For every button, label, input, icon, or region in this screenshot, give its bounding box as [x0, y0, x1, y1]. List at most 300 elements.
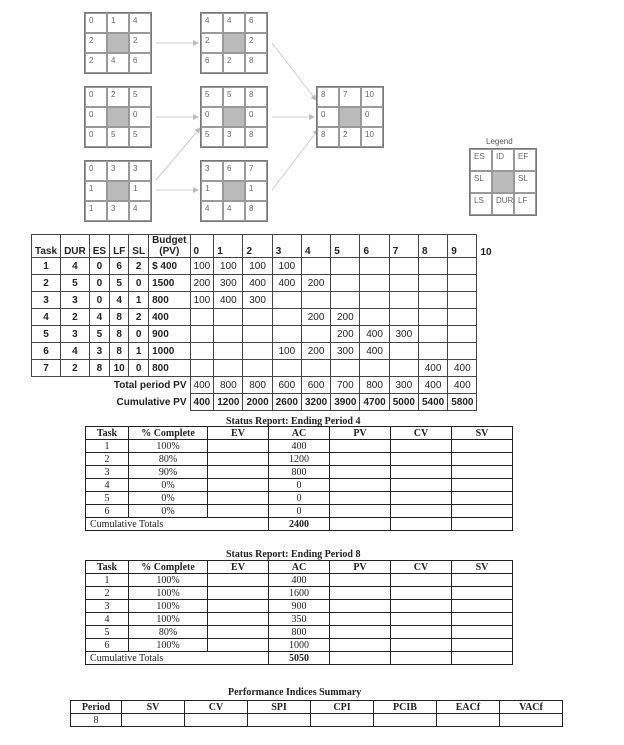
status8-table: [85, 560, 513, 665]
status4-cell-ev: [208, 453, 269, 466]
schedule-period-cell: [418, 326, 447, 343]
node-cell: 5: [201, 87, 223, 107]
schedule-period-cell: [243, 309, 272, 326]
node-cell: DUR: [492, 193, 514, 215]
schedule-period-cell: 400: [448, 360, 477, 377]
node-cell: 4: [129, 13, 151, 33]
schedule-cell-task: 1: [32, 258, 61, 275]
schedule-cell-budget: $ 400: [149, 258, 190, 275]
schedule-cell-budget: 400: [149, 309, 190, 326]
node-cell: 8: [245, 87, 267, 107]
performance-title: Performance Indices Summary: [228, 687, 362, 698]
schedule-period-cell: [331, 275, 360, 292]
status4-cell-pv: [330, 479, 391, 492]
status8-cell-pv: [330, 613, 391, 626]
schedule-cell-lf: 4: [110, 292, 129, 309]
status8-cell-pct: 100%: [129, 587, 208, 600]
node-center-cell: [223, 107, 245, 127]
schedule-period-cell: [214, 326, 243, 343]
node-center-cell: [107, 33, 129, 53]
node-cell: 4: [223, 201, 245, 221]
status8-cell-ac: 900: [269, 600, 330, 613]
schedule-col-header: 4: [301, 235, 330, 258]
performance-col-header: SPI: [248, 701, 311, 714]
schedule-period-cell: [272, 360, 301, 377]
schedule-period-cell: 100: [190, 258, 214, 275]
status8-col-header: EV: [208, 561, 269, 574]
schedule-period-cell: [214, 309, 243, 326]
schedule-cell-budget: 800: [149, 360, 190, 377]
schedule-cell-task: 5: [32, 326, 61, 343]
schedule-period-cell: 200: [190, 275, 214, 292]
schedule-period-cell: [331, 258, 360, 275]
schedule-period-cell: [301, 360, 330, 377]
node-cell: 3: [107, 201, 129, 221]
status4-cell-sv: [452, 453, 513, 466]
status8-cell-sv: [452, 587, 513, 600]
schedule-period-cell: 400: [360, 343, 389, 360]
schedule-total-row-cell: 700: [331, 377, 360, 394]
status8-cell-pct: 100%: [129, 600, 208, 613]
schedule-cumulative-row-cell: 4700: [360, 394, 389, 411]
status8-cell-ac: 1600: [269, 587, 330, 600]
status8-row: [86, 600, 513, 613]
status4-row: [86, 440, 513, 453]
schedule-period-cell: [389, 360, 418, 377]
status8-row: [86, 639, 513, 652]
status4-cell-ac: 400: [269, 440, 330, 453]
status8-cell-sv: [452, 600, 513, 613]
schedule-cell-budget: 1500: [149, 275, 190, 292]
status8-cell-ac: 400: [269, 574, 330, 587]
node-cell: 3: [201, 161, 223, 181]
node-cell: 6: [223, 161, 245, 181]
schedule-total-row-cell: 600: [272, 377, 301, 394]
status8-row: [86, 587, 513, 600]
status8-cell-ac: 350: [269, 613, 330, 626]
legend-node: [469, 148, 537, 216]
legend-title: Legend: [486, 137, 513, 146]
schedule-cell-sl: 1: [129, 343, 149, 360]
schedule-period-cell: [360, 275, 389, 292]
schedule-period-cell: 200: [331, 309, 360, 326]
schedule-cumulative-row-cell: 5000: [389, 394, 418, 411]
status8-col-header: % Complete: [129, 561, 208, 574]
status4-total-empty: [391, 518, 452, 531]
status4-cell-pct: 100%: [129, 440, 208, 453]
schedule-period-cell: [272, 292, 301, 309]
status8-total-label: Cumulative Totals: [86, 652, 269, 665]
status8-title: Status Report: Ending Period 8: [226, 549, 361, 560]
node-cell: 8: [317, 127, 339, 147]
schedule-cell-es: 0: [89, 258, 109, 275]
schedule-cell-dur: 2: [61, 309, 90, 326]
schedule-period-cell: [301, 326, 330, 343]
performance-table: [70, 700, 563, 727]
status8-cell-pv: [330, 587, 391, 600]
schedule-cell-sl: 2: [129, 258, 149, 275]
status8-total-empty: [391, 652, 452, 665]
schedule-cell-sl: 0: [129, 326, 149, 343]
status8-cell-sv: [452, 639, 513, 652]
schedule-row: [32, 275, 496, 292]
schedule-cell-dur: 3: [61, 326, 90, 343]
status4-cell-cv: [391, 466, 452, 479]
node-cell: 5: [107, 127, 129, 147]
schedule-cell-es: 8: [89, 360, 109, 377]
network-node-6: [200, 160, 268, 222]
node-cell: 4: [107, 53, 129, 73]
node-cell: 2: [339, 127, 361, 147]
status8-cell-task: 1: [86, 574, 129, 587]
performance-cell: [374, 714, 437, 727]
status8-col-header: SV: [452, 561, 513, 574]
schedule-period-cell: 200: [331, 326, 360, 343]
status4-cell-cv: [391, 440, 452, 453]
node-cell: 1: [201, 181, 223, 201]
schedule-period-cell: 400: [418, 360, 447, 377]
status8-cell-ev: [208, 626, 269, 639]
status8-total-empty: [452, 652, 513, 665]
status4-cell-ev: [208, 492, 269, 505]
performance-col-header: EACf: [437, 701, 500, 714]
schedule-col-header: 2: [243, 235, 272, 258]
network-node-1: [84, 12, 152, 74]
status8-cell-pv: [330, 639, 391, 652]
node-cell: 5: [129, 87, 151, 107]
schedule-period-cell: [418, 292, 447, 309]
status4-col-header: % Complete: [129, 427, 208, 440]
status4-cell-task: 2: [86, 453, 129, 466]
node-cell: SL: [470, 171, 492, 193]
schedule-cell-budget: 800: [149, 292, 190, 309]
schedule-cell-task: 7: [32, 360, 61, 377]
schedule-total-row-label: Total period PV: [32, 377, 191, 394]
performance-cell: [311, 714, 374, 727]
schedule-period-cell: [331, 360, 360, 377]
schedule-period-cell: 400: [243, 275, 272, 292]
schedule-period-cell: [301, 292, 330, 309]
schedule-cell-task: 4: [32, 309, 61, 326]
performance-col-header: PCIB: [374, 701, 437, 714]
status8-cell-cv: [391, 574, 452, 587]
status4-col-header: AC: [269, 427, 330, 440]
node-cell: 4: [201, 13, 223, 33]
status4-col-header: SV: [452, 427, 513, 440]
schedule-row: [32, 360, 496, 377]
status4-cell-ev: [208, 466, 269, 479]
arrow-3-5: [156, 128, 200, 180]
schedule-cumulative-row-cell: 2000: [243, 394, 272, 411]
schedule-period-cell: 300: [214, 275, 243, 292]
node-cell: 4: [201, 201, 223, 221]
schedule-period-cell: 100: [214, 258, 243, 275]
status4-total-empty: [330, 518, 391, 531]
schedule-period-cell: [190, 326, 214, 343]
schedule-col-header: Budget (PV): [149, 235, 190, 258]
status8-cell-cv: [391, 639, 452, 652]
node-cell: 7: [245, 161, 267, 181]
status8-cell-ac: 800: [269, 626, 330, 639]
status8-row: [86, 613, 513, 626]
schedule-col-header: ES: [89, 235, 109, 258]
legend: [469, 148, 537, 216]
status4-cell-cv: [391, 505, 452, 518]
schedule-cell-lf: 6: [110, 258, 129, 275]
node-cell: 10: [361, 87, 383, 107]
status8-cell-cv: [391, 613, 452, 626]
node-cell: 1: [85, 181, 107, 201]
schedule-total-row-cell: 400: [418, 377, 447, 394]
status8-cell-sv: [452, 613, 513, 626]
status4-cell-ev: [208, 440, 269, 453]
status4-col-header: PV: [330, 427, 391, 440]
schedule-period-cell: 100: [190, 292, 214, 309]
status4-cell-task: 3: [86, 466, 129, 479]
schedule-period-cell: [389, 292, 418, 309]
node-cell: 6: [129, 53, 151, 73]
status4-cell-pct: 80%: [129, 453, 208, 466]
status4-table: [85, 426, 513, 531]
node-center-cell: [492, 171, 514, 193]
status4-cell-sv: [452, 479, 513, 492]
status4-cell-cv: [391, 453, 452, 466]
schedule-header-row: [32, 235, 496, 258]
schedule-period-cell: 400: [360, 326, 389, 343]
schedule-cell-budget: 900: [149, 326, 190, 343]
status8-col-header: CV: [391, 561, 452, 574]
status4-col-header: Task: [86, 427, 129, 440]
schedule-period-cell: [360, 309, 389, 326]
node-center-cell: [107, 107, 129, 127]
schedule-period-cell: [272, 326, 301, 343]
status4-cell-ac: 0: [269, 492, 330, 505]
node-cell: 0: [85, 127, 107, 147]
status4-total-row: [86, 518, 513, 531]
status4-cell-task: 6: [86, 505, 129, 518]
schedule-period-cell: [448, 309, 477, 326]
node-cell: 10: [361, 127, 383, 147]
status8-cell-task: 5: [86, 626, 129, 639]
performance-col-header: Period: [71, 701, 122, 714]
schedule-cell-budget: 1000: [149, 343, 190, 360]
schedule-cell-lf: 10: [110, 360, 129, 377]
schedule-period-cell: [418, 275, 447, 292]
schedule-total-row-cell: 800: [360, 377, 389, 394]
status8-total-empty: [330, 652, 391, 665]
schedule-cell-dur: 4: [61, 343, 90, 360]
network-node-7: [316, 86, 384, 148]
node-cell: EF: [514, 149, 536, 171]
schedule-cell-lf: 8: [110, 309, 129, 326]
status4-cell-pv: [330, 466, 391, 479]
performance-col-header: SV: [122, 701, 185, 714]
schedule-period-cell: [360, 360, 389, 377]
schedule-period-cell: [190, 360, 214, 377]
status4-header-row: [86, 427, 513, 440]
node-cell: SL: [514, 171, 536, 193]
status4-cell-pct: 0%: [129, 479, 208, 492]
schedule-cell-sl: 1: [129, 292, 149, 309]
status4-cell-sv: [452, 466, 513, 479]
schedule-period-cell: [389, 343, 418, 360]
status8-col-header: AC: [269, 561, 330, 574]
status8-cell-ac: 1000: [269, 639, 330, 652]
schedule-cell-task: 3: [32, 292, 61, 309]
schedule-cumulative-row-cell: 3900: [331, 394, 360, 411]
status8-cell-pct: 100%: [129, 639, 208, 652]
performance-col-header: VACf: [500, 701, 563, 714]
schedule-cumulative-row: [32, 394, 496, 411]
schedule-period-cell: [331, 292, 360, 309]
node-cell: 0: [245, 107, 267, 127]
schedule-total-row-cell: 800: [243, 377, 272, 394]
schedule-period-cell: 400: [214, 292, 243, 309]
schedule-cell-es: 5: [89, 326, 109, 343]
status4-cell-sv: [452, 505, 513, 518]
node-cell: 0: [85, 13, 107, 33]
node-cell: 6: [245, 13, 267, 33]
node-cell: 0: [85, 107, 107, 127]
schedule-cumulative-row-cell: 1200: [214, 394, 243, 411]
schedule-row: [32, 343, 496, 360]
schedule-cell-sl: 0: [129, 360, 149, 377]
status8-cell-pv: [330, 600, 391, 613]
status8-cell-ev: [208, 639, 269, 652]
node-cell: LS: [470, 193, 492, 215]
node-cell: 3: [107, 161, 129, 181]
status4-row: [86, 479, 513, 492]
schedule-period-cell: [360, 258, 389, 275]
performance-cell: [500, 714, 563, 727]
status8-cell-cv: [391, 600, 452, 613]
node-cell: 6: [201, 53, 223, 73]
schedule-period-cell: [272, 309, 301, 326]
schedule-period-cell: 100: [243, 258, 272, 275]
schedule-period-cell: [418, 258, 447, 275]
status8-cell-sv: [452, 626, 513, 639]
status8-cell-pv: [330, 626, 391, 639]
node-cell: 0: [129, 107, 151, 127]
status4-cell-pv: [330, 492, 391, 505]
schedule-col-header: 1: [214, 235, 243, 258]
schedule-total-row: [32, 377, 496, 394]
node-cell: 4: [223, 13, 245, 33]
status4-cell-pv: [330, 505, 391, 518]
status4-cell-pv: [330, 440, 391, 453]
schedule-col-header: 5: [331, 235, 360, 258]
schedule-row: [32, 292, 496, 309]
status4-cell-pct: 0%: [129, 492, 208, 505]
status4-cell-pv: [330, 453, 391, 466]
status8-cell-pv: [330, 574, 391, 587]
status4-cell-cv: [391, 479, 452, 492]
schedule-period-cell: [448, 275, 477, 292]
schedule-total-row-cell: 300: [389, 377, 418, 394]
schedule-cell-sl: 2: [129, 309, 149, 326]
status4-cell-task: 5: [86, 492, 129, 505]
schedule-cumulative-row-cell: 3200: [301, 394, 330, 411]
schedule-period-cell: [389, 275, 418, 292]
status8-cell-sv: [452, 574, 513, 587]
status4-row: [86, 505, 513, 518]
status8-cell-task: 2: [86, 587, 129, 600]
schedule-cell-es: 0: [89, 275, 109, 292]
status8-cell-pct: 100%: [129, 574, 208, 587]
schedule-total-row-cell: 600: [301, 377, 330, 394]
status8-cell-cv: [391, 587, 452, 600]
status8-total-ac: 5050: [269, 652, 330, 665]
schedule-period-cell: [360, 292, 389, 309]
schedule-period-cell: [190, 309, 214, 326]
status4-total-empty: [452, 518, 513, 531]
status8-row: [86, 626, 513, 639]
status4-total-label: Cumulative Totals: [86, 518, 269, 531]
node-cell: 3: [223, 127, 245, 147]
schedule-row: [32, 258, 496, 275]
status4-cell-ac: 800: [269, 466, 330, 479]
schedule-col-header: 3: [272, 235, 301, 258]
schedule-period-cell: [389, 258, 418, 275]
status8-col-header: PV: [330, 561, 391, 574]
status8-header-row: [86, 561, 513, 574]
status4-cell-sv: [452, 440, 513, 453]
status8-col-header: Task: [86, 561, 129, 574]
node-cell: 1: [107, 13, 129, 33]
schedule-period-cell: [214, 360, 243, 377]
node-cell: 0: [201, 107, 223, 127]
schedule-cell-dur: 4: [61, 258, 90, 275]
schedule-total-row-cell: 400: [190, 377, 214, 394]
status4-cell-task: 4: [86, 479, 129, 492]
status4-cell-cv: [391, 492, 452, 505]
schedule-period-cell: [448, 258, 477, 275]
schedule-period-cell: 200: [301, 309, 330, 326]
node-cell: 5: [129, 127, 151, 147]
schedule-period-cell: [243, 326, 272, 343]
node-cell: 4: [129, 201, 151, 221]
status8-cell-task: 4: [86, 613, 129, 626]
node-cell: ID: [492, 149, 514, 171]
status4-row: [86, 453, 513, 466]
performance-cell: [437, 714, 500, 727]
schedule-cumulative-row-cell: 2600: [272, 394, 301, 411]
schedule-period-cell: 200: [301, 343, 330, 360]
schedule-col-header: SL: [129, 235, 149, 258]
schedule-period-cell: 100: [272, 343, 301, 360]
schedule-cell-lf: 8: [110, 326, 129, 343]
status8-cell-ev: [208, 613, 269, 626]
schedule-cell-task: 2: [32, 275, 61, 292]
status8-cell-pct: 80%: [129, 626, 208, 639]
schedule-col-header: 7: [389, 235, 418, 258]
schedule-table: [31, 234, 496, 411]
schedule-col-header: 10: [480, 246, 492, 258]
node-cell: 8: [245, 53, 267, 73]
node-cell: 2: [107, 87, 129, 107]
status4-cell-ac: 0: [269, 505, 330, 518]
node-cell: ES: [470, 149, 492, 171]
node-cell: 2: [85, 33, 107, 53]
schedule-row: [32, 326, 496, 343]
schedule-cell-es: 4: [89, 309, 109, 326]
status8-cell-task: 6: [86, 639, 129, 652]
status4-cell-ac: 1200: [269, 453, 330, 466]
performance-cell: [185, 714, 248, 727]
performance-cell: 8: [71, 714, 122, 727]
schedule-period-cell: [448, 292, 477, 309]
node-cell: 2: [245, 33, 267, 53]
